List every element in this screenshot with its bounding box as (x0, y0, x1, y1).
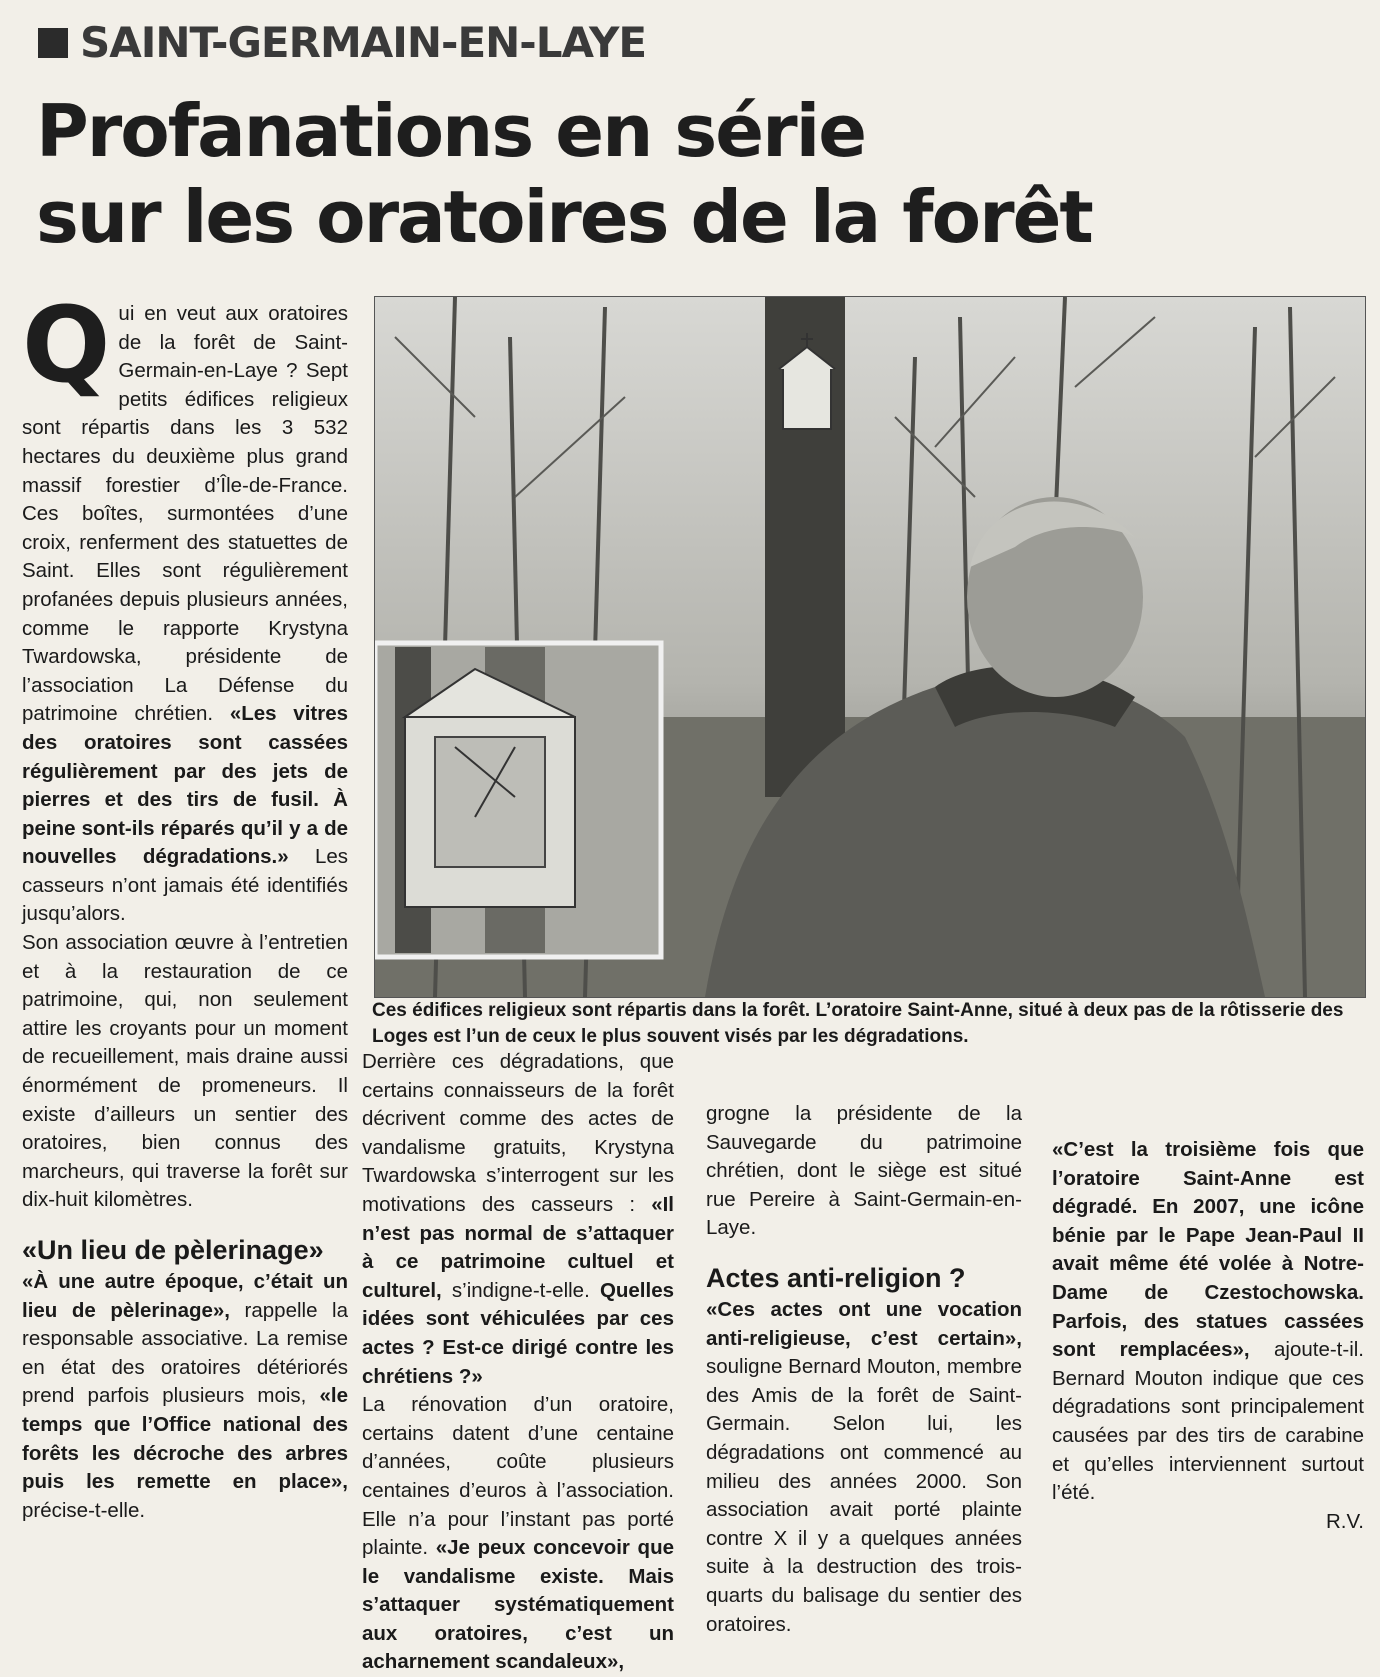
quote-patrimoine: «Il n’est pas normal de s’attaquer à ce patrimoine cultuel et culturel, (362, 1192, 674, 1302)
headline (36, 88, 1116, 260)
renovation-text: La rénovation d’un oratoire, certains datent d’une centaine d’années, coûte plusieurs centaines d’euros à l’association. Elle n’a pour l’instant pas porté plainte. (362, 1393, 674, 1560)
quote-pelerinage: «À une autre époque, c’était un lieu de pèlerinage», (22, 1270, 348, 1322)
casseurs-text: Les casseurs n’ont jamais été identifiés jusqu’alors. (22, 845, 348, 926)
indigne-text: s’indigne-t-elle. (451, 1278, 590, 1302)
subhead-anti-religion: Actes anti-religion ? (706, 1262, 966, 1293)
article-column-2 (362, 1048, 674, 1677)
quote-troisieme-fois: «C’est la troisième fois que l’oratoire Saint-Anne est dégradé. En 2007, une icône bénie par le Pape Jean-Paul II avait même été volée à Notre-Dame de Czestochowska. Parfois, des statues cassées sont remplacées», (1052, 1138, 1364, 1362)
section-kicker (38, 18, 646, 67)
quote-vandalisme: «Je peux concevoir que le vandalisme existe. Mais s’attaquer systématiquement aux oratoires, c’est un acharnement scandaleux», (362, 1536, 674, 1674)
kicker-square-icon (38, 28, 68, 58)
quote-anti-religieuse: «Ces actes ont une vocation anti-religieuse, c’est certain», (706, 1297, 1022, 1350)
ajoute-text: ajoute-t-il. Bernard Mouton indique que ces dégradations sont principalement causées par des tirs de carabine et qu’elles interviennent surtout l’été. (1052, 1338, 1364, 1505)
forest-photo (374, 296, 1366, 998)
remise-text: rappelle la responsable associative. La remise en état des oratoires détériorés prend parfois plusieurs mois, (22, 1298, 348, 1408)
section-label: SAINT-GERMAIN-EN-LAYE (80, 18, 647, 67)
quote-vitres: «Les vitres des oratoires sont cassées régulièrement par des jets de pierres et des tirs de fusil. À peine sont-ils réparés qu’il y a de nouvelles dégradations.» (22, 702, 348, 869)
forest-photo-illustration (375, 297, 1365, 997)
drop-cap: Q (22, 284, 111, 406)
headline-line-2: sur les oratoires de la forêt (36, 175, 1092, 259)
photo-caption: Ces édifices religieux sont répartis dans la forêt. L’oratoire Saint-Anne, situé à deux pas de la rôtisserie des Loges est l’un de ceux le plus souvent visés par les dégradations. (372, 1000, 1344, 1047)
author-signature: R.V. (1326, 1509, 1364, 1533)
article-column-3 (706, 1100, 1022, 1639)
oratory-inset-photo (375, 643, 661, 957)
subhead-pelerinage: «Un lieu de pèlerinage» (22, 1235, 324, 1265)
motivations-text: Derrière ces dégradations, que certains connaisseurs de la forêt décrivent comme des actes de vandalisme gratuits, Krystyna Twardowska s’interrogent sur les motivations des casseurs : (362, 1050, 674, 1216)
mouton-text: souligne Bernard Mouton, membre des Amis de la forêt de Saint-Germain. Selon lui, les dégradations ont commencé au milieu des années 2000. Son association avait porté plainte contre X il y a quelques années suite à la destruction des trois-quarts du balisage du sentier des oratoires. (706, 1355, 1022, 1636)
article-column-1 (22, 284, 348, 1525)
headline-line-1: Profanations en série (36, 89, 866, 173)
presidente-text: grogne la présidente de la Sauvegarde du patrimoine chrétien, dont le siège est situé rue Pereire à Saint-Germain-en-Laye. (706, 1102, 1022, 1240)
quote-office-national: «le temps que l’Office national des forêts les décroche des arbres puis les remette en place», (22, 1384, 348, 1494)
intro-text: ui en veut aux oratoires de la forêt de Saint-Germain-en-Laye ? Sept petits édifices religieux sont répartis dans les 3 532 hectares du deuxième plus grand massif forestier d’Île-de-France. Ces boîtes, surmontées d’une croix, renferment des statuettes de Saint. Elles sont régulièrement profanées depuis plusieurs années, comme le rapporte Krystyna Twardowska, présidente de l’association La Défense du patrimoine chrétien. (22, 302, 348, 726)
quote-idees: Quelles idées sont véhiculées par ces actes ? Est-ce dirigé contre les chrétiens ?» (362, 1278, 674, 1388)
association-paragraph: Son association œuvre à l’entretien et à la restauration de ce patrimoine, qui, non seulement attire les croyants pour un moment de recueillement, mais draine aussi énormément de promeneurs. Il existe d’ailleurs un sentier des oratoires, bien connus des marcheurs, qui traverse la forêt sur dix-huit kilomètres. (22, 931, 348, 1212)
article-column-4 (1052, 1136, 1364, 1536)
precise-text: précise-t-elle. (22, 1498, 146, 1522)
